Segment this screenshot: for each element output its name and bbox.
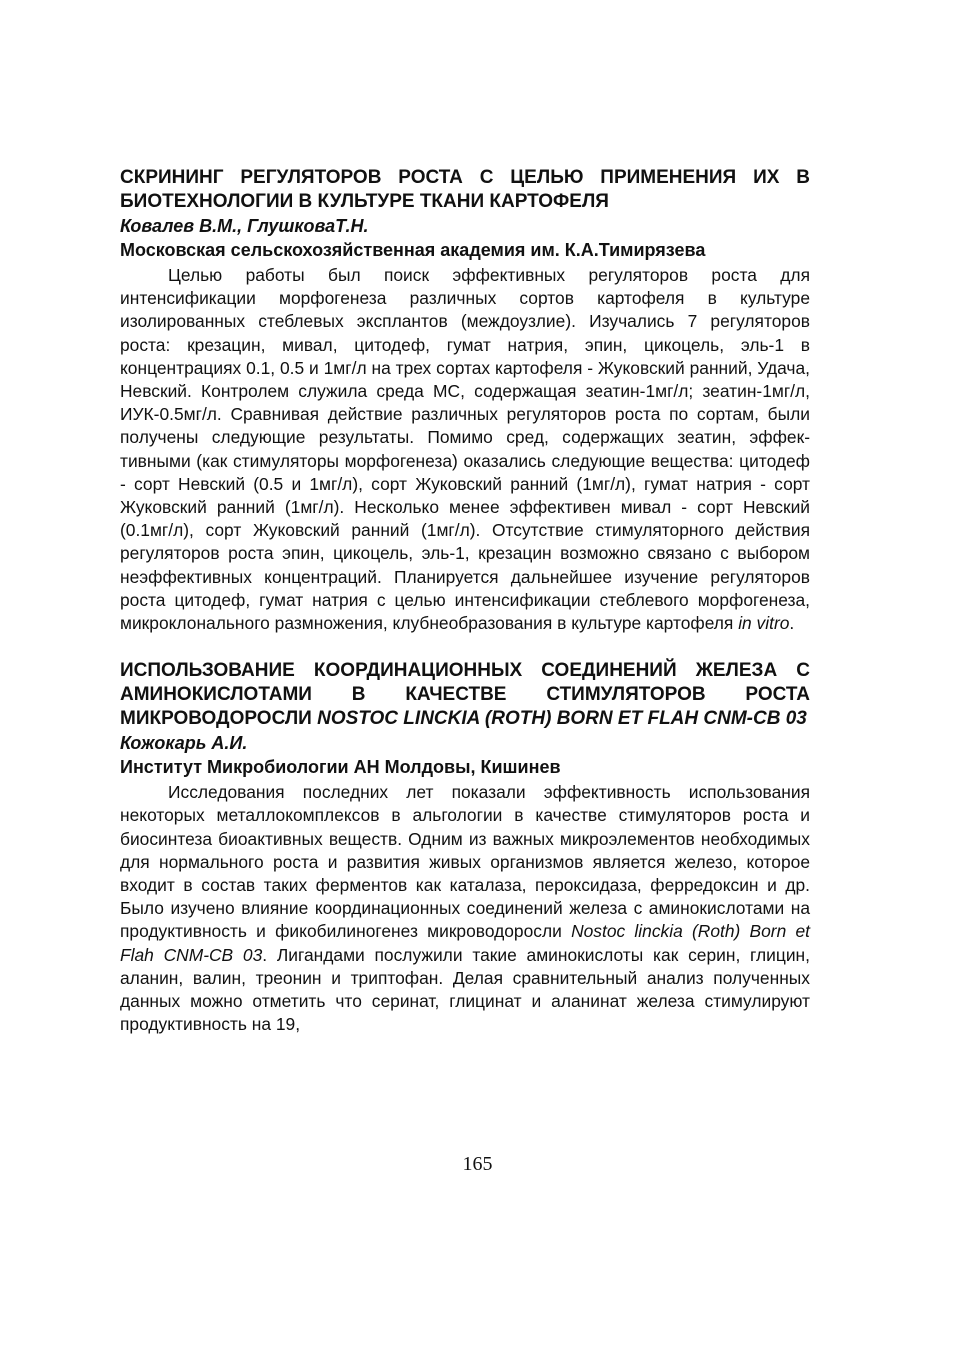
article-title: [120, 659, 810, 731]
article-affiliation: Московская сельскохозяйственная академия им. К.А.Тимирязева: [120, 240, 706, 260]
title-text: ИСПОЛЬЗОВАНИЕ КООРДИНАЦИОННЫХ СОЕДИНЕНИЙ ЖЕЛЕЗА С АМИНОКИСЛОТАМИ В КАЧЕСТВЕ СТИМУЛЯТОРОВ РОСТА МИКРОВОДОРОСЛИ: [120, 660, 810, 730]
article-body: [120, 264, 810, 635]
body-italic-text: in vitro: [738, 613, 790, 634]
article-2: [120, 659, 810, 1036]
article-authors: Ковалев В.М., ГлушковаТ.Н.: [120, 216, 369, 236]
page-number: 165: [462, 1153, 493, 1175]
article-body: [120, 781, 810, 1036]
article-1: [120, 166, 810, 635]
article-affiliation: Институт Микробиологии АН Молдовы, Кишинев: [120, 757, 561, 778]
page-content: [120, 166, 810, 1036]
body-text: Исследования последних лет показали эффективность использования некоторых металлокомплексов в альгологии в качестве стимуляторов роста и биосинтеза биоактивных веществ. Одним из важных микроэлементов необходимых для нормального роста и развития живых организмов является железо, которое входит в состав таких ферментов как каталаза, пероксидаза, ферредоксин и др. Было изучено влияние координационных соединений железа с аминокислотами на продуктивность и фикобилиногенез микроводоросли: [120, 782, 810, 942]
article-authors: Кожокарь А.И.: [120, 733, 248, 754]
body-text: Целью работы был поиск эффективных регуляторов роста для интенсификации морфогенеза различных сортов картофеля в культуре изолированных стеблевых эксплантов (междоузлие). Изучались 7 регуляторов роста: крезацин, мивал, цитодеф, гумат натрия, эпин, цикоцель, эль-1 в концентрациях 0.1, 0.5 и 1мг/л на трех сортах картофеля - Жуковский ранний, Удача, Невский. Контролем служила среда МС, содержащая зеатин-1мг/л; зеатин-1мг/л, ИУК-0.5мг/л. Сравнивая действие различных регуляторов роста по сортам, были получены следующие результаты. Помимо сред, содержащих зеатин, эффективными (как стимуляторы морфогенеза) оказались следующие вещества: цитодеф - сорт Невский (0.5 и 1мг/л), сорт Жуковский ранний (1мг/л), гумат натрия - сорт Жуковский ранний (1мг/л). Несколько менее эффективен мивал - сорт Невский (0.1мг/л), сорт Жуковский ранний (1мг/л). Отсутствие стимуляторного действия регуляторов роста эпин, цикоцель, эль-1, крезацин возможно связано с выбором неэффективных концентраций. Планируется дальнейшее изучение регуляторов роста цитодеф, гумат натрия с целью интенсификации стеблевого морфогенеза, микроклонального размножения, клубнеобразования в культуре картофеля: [120, 265, 810, 634]
body-end-text: .: [789, 613, 795, 634]
article-title: СКРИНИНГ РЕГУЛЯТОРОВ РОСТА С ЦЕЛЬЮ ПРИМЕНЕНИЯ ИХ В БИОТЕХНОЛОГИИ В КУЛЬТУРЕ ТКАНИ КАРТОФЕЛЯ: [120, 167, 810, 212]
body-text-continued: . Лигандами послужили такие аминокислоты как серин, глицин, аланин, валин, треонин и триптофан. Делая сравнительный анализ полученных данных можно отметить что серинат, глицинат и аланинат железа стимулируют продуктивность на 19,: [120, 944, 810, 1035]
body-italic-text: Nostoc linckia (Roth) Born et Flah CNM-CB 03: [120, 921, 810, 965]
title-italic-text: NOSTOC LINCKIA (ROTH) BORN ET FLAH CNM-CB 03: [317, 708, 807, 730]
